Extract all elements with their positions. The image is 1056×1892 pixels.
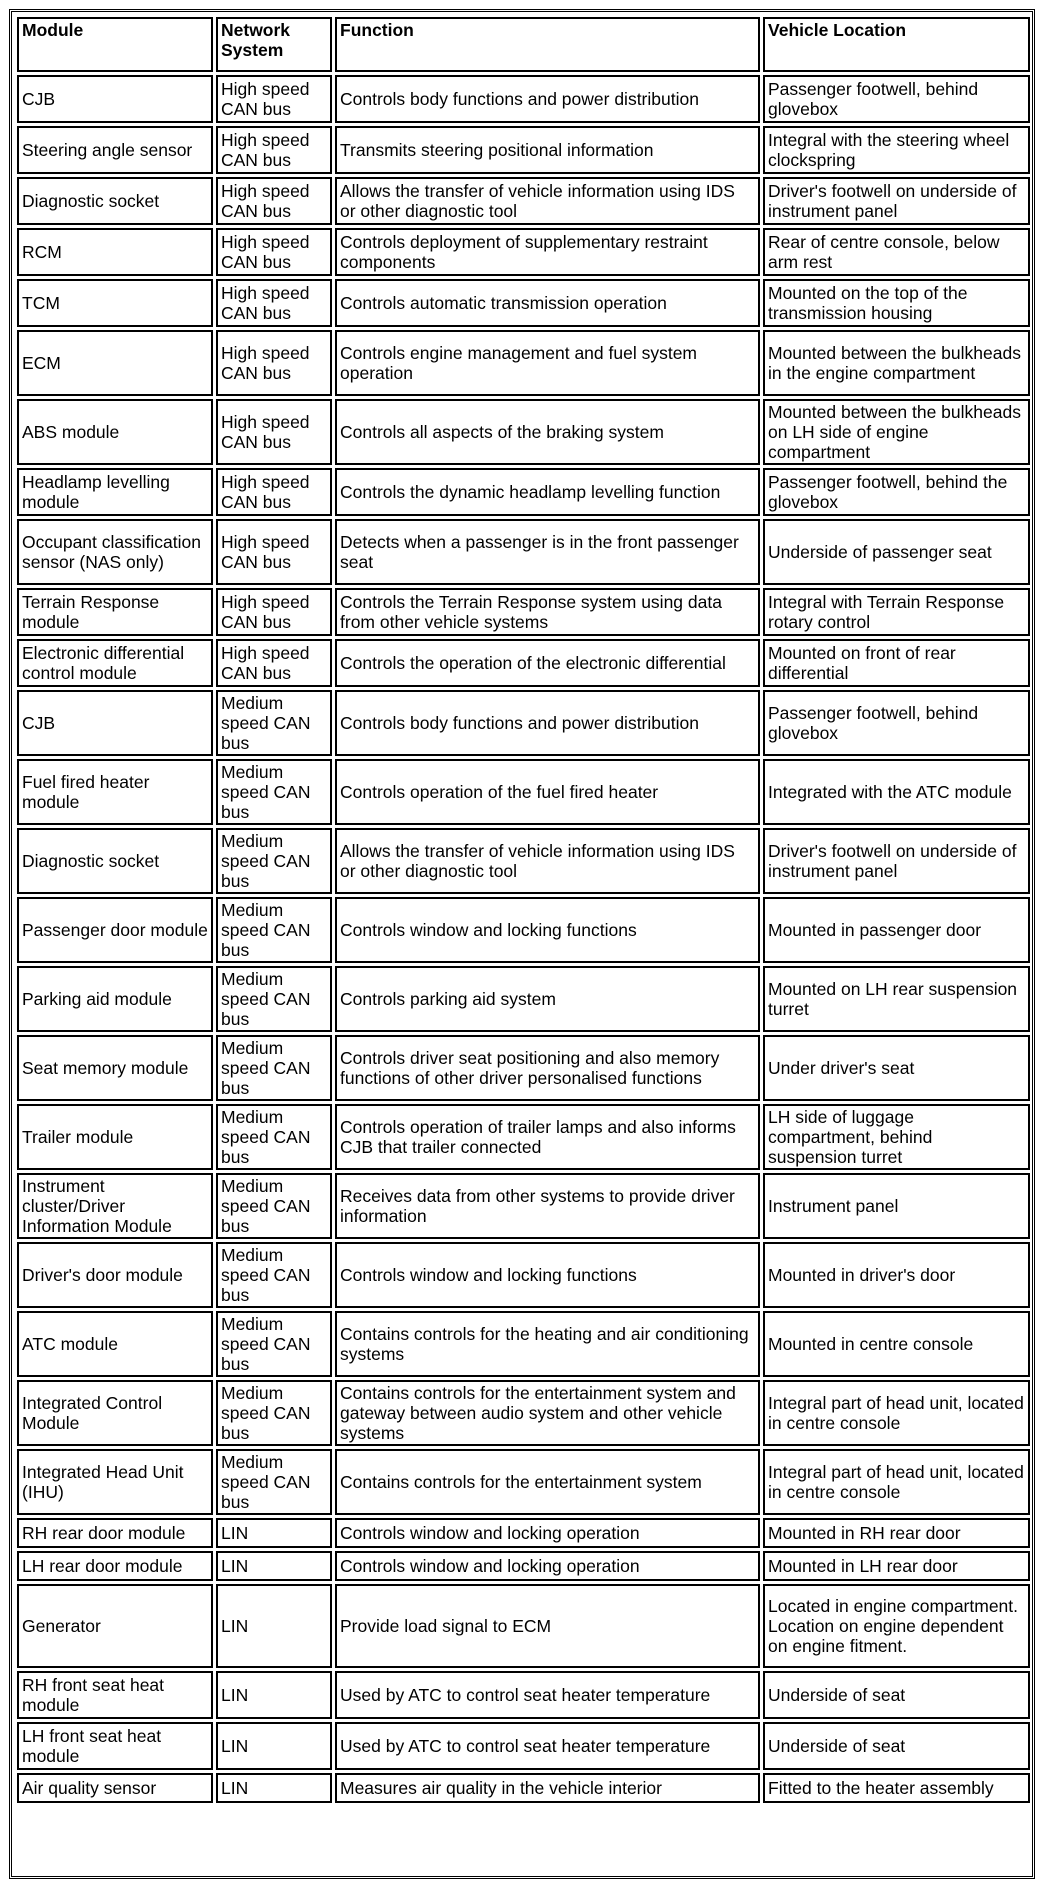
cell-function: Detects when a passenger is in the front passenger seat [335,519,760,585]
cell-module: Driver's door module [17,1242,213,1308]
cell-function: Controls the dynamic headlamp levelling function [335,468,760,516]
cell-network-system: High speed CAN bus [216,75,332,123]
cell-function: Contains controls for the entertainment system and gateway between audio system and other vehicle systems [335,1380,760,1446]
cell-network-system: High speed CAN bus [216,126,332,174]
table-row [17,588,1030,636]
cell-network-system: Medium speed CAN bus [216,897,332,963]
cell-function: Controls driver seat positioning and also memory functions of other driver personalised functions [335,1035,760,1101]
cell-network-system: LIN [216,1722,332,1770]
cell-module: ECM [17,330,213,396]
cell-network-system: LIN [216,1773,332,1803]
cell-vehicle-location: Integral with Terrain Response rotary control [763,588,1030,636]
cell-vehicle-location: Integrated with the ATC module [763,759,1030,825]
cell-vehicle-location: Driver's footwell on underside of instrument panel [763,828,1030,894]
cell-network-system: High speed CAN bus [216,330,332,396]
cell-module: Passenger door module [17,897,213,963]
cell-module: Electronic differential control module [17,639,213,687]
table-row [17,1035,1030,1101]
cell-function: Controls body functions and power distribution [335,75,760,123]
cell-network-system: High speed CAN bus [216,399,332,465]
cell-module: CJB [17,75,213,123]
cell-module: Generator [17,1584,213,1668]
cell-module: Occupant classification sensor (NAS only) [17,519,213,585]
cell-function: Used by ATC to control seat heater temperature [335,1722,760,1770]
cell-module: RCM [17,228,213,276]
cell-network-system: High speed CAN bus [216,468,332,516]
cell-function: Contains controls for the heating and air conditioning systems [335,1311,760,1377]
cell-function: Transmits steering positional information [335,126,760,174]
table-row [17,639,1030,687]
header-row [17,17,1030,72]
cell-function: Controls window and locking operation [335,1518,760,1548]
cell-function: Receives data from other systems to provide driver information [335,1173,760,1239]
cell-vehicle-location: Mounted between the bulkheads on LH side of engine compartment [763,399,1030,465]
table-row [17,468,1030,516]
cell-network-system: LIN [216,1584,332,1668]
table-row [17,897,1030,963]
cell-network-system: High speed CAN bus [216,177,332,225]
header-module: Module [17,17,213,72]
cell-vehicle-location: Rear of centre console, below arm rest [763,228,1030,276]
cell-function: Allows the transfer of vehicle information using IDS or other diagnostic tool [335,828,760,894]
cell-module: LH front seat heat module [17,1722,213,1770]
table-row [17,1449,1030,1515]
cell-function: Controls automatic transmission operation [335,279,760,327]
cell-vehicle-location: Underside of seat [763,1671,1030,1719]
module-table-frame [9,9,1035,1879]
table-row [17,330,1030,396]
cell-vehicle-location: Mounted on the top of the transmission housing [763,279,1030,327]
cell-module: Air quality sensor [17,1773,213,1803]
cell-vehicle-location: Mounted between the bulkheads in the engine compartment [763,330,1030,396]
cell-function: Controls engine management and fuel system operation [335,330,760,396]
cell-function: Controls the Terrain Response system using data from other vehicle systems [335,588,760,636]
cell-module: Terrain Response module [17,588,213,636]
table-row [17,1242,1030,1308]
table-row [17,399,1030,465]
table-row [17,1584,1030,1668]
cell-network-system: High speed CAN bus [216,279,332,327]
cell-module: Steering angle sensor [17,126,213,174]
table-row [17,828,1030,894]
cell-vehicle-location: Mounted on front of rear differential [763,639,1030,687]
cell-module: Trailer module [17,1104,213,1170]
cell-vehicle-location: LH side of luggage compartment, behind suspension turret [763,1104,1030,1170]
cell-function: Controls the operation of the electronic differential [335,639,760,687]
table-row [17,1671,1030,1719]
cell-module: TCM [17,279,213,327]
cell-vehicle-location: Passenger footwell, behind glovebox [763,690,1030,756]
cell-network-system: Medium speed CAN bus [216,1173,332,1239]
table-row [17,126,1030,174]
table-row [17,1518,1030,1548]
cell-module: ABS module [17,399,213,465]
cell-function: Measures air quality in the vehicle interior [335,1773,760,1803]
cell-module: Integrated Head Unit (IHU) [17,1449,213,1515]
cell-network-system: Medium speed CAN bus [216,828,332,894]
cell-network-system: Medium speed CAN bus [216,1311,332,1377]
cell-function: Controls window and locking operation [335,1551,760,1581]
cell-network-system: LIN [216,1671,332,1719]
cell-network-system: Medium speed CAN bus [216,690,332,756]
cell-function: Controls body functions and power distribution [335,690,760,756]
cell-module: RH front seat heat module [17,1671,213,1719]
cell-network-system: Medium speed CAN bus [216,1035,332,1101]
table-row [17,1104,1030,1170]
cell-module: CJB [17,690,213,756]
cell-module: Instrument cluster/Driver Information Module [17,1173,213,1239]
header-network-system: Network System [216,17,332,72]
table-row [17,1380,1030,1446]
table-row [17,1173,1030,1239]
cell-vehicle-location: Mounted in LH rear door [763,1551,1030,1581]
cell-vehicle-location: Fitted to the heater assembly [763,1773,1030,1803]
cell-function: Controls deployment of supplementary restraint components [335,228,760,276]
table-row [17,1722,1030,1770]
cell-vehicle-location: Integral part of head unit, located in centre console [763,1380,1030,1446]
table-row [17,279,1030,327]
cell-module: RH rear door module [17,1518,213,1548]
network-module-table [14,14,1033,1806]
cell-module: Diagnostic socket [17,828,213,894]
cell-network-system: Medium speed CAN bus [216,966,332,1032]
cell-network-system: High speed CAN bus [216,588,332,636]
cell-function: Controls parking aid system [335,966,760,1032]
table-row [17,177,1030,225]
table-row [17,75,1030,123]
cell-function: Controls operation of the fuel fired heater [335,759,760,825]
cell-function: Used by ATC to control seat heater temperature [335,1671,760,1719]
header-vehicle-location: Vehicle Location [763,17,1030,72]
cell-function: Contains controls for the entertainment system [335,1449,760,1515]
cell-module: Seat memory module [17,1035,213,1101]
cell-vehicle-location: Under driver's seat [763,1035,1030,1101]
cell-network-system: High speed CAN bus [216,639,332,687]
cell-vehicle-location: Instrument panel [763,1173,1030,1239]
cell-vehicle-location: Integral with the steering wheel clockspring [763,126,1030,174]
cell-function: Allows the transfer of vehicle information using IDS or other diagnostic tool [335,177,760,225]
header-function: Function [335,17,760,72]
cell-vehicle-location: Located in engine compartment. Location on engine dependent on engine fitment. [763,1584,1030,1668]
cell-vehicle-location: Mounted in passenger door [763,897,1030,963]
cell-vehicle-location: Integral part of head unit, located in centre console [763,1449,1030,1515]
cell-network-system: LIN [216,1518,332,1548]
table-row [17,966,1030,1032]
cell-vehicle-location: Passenger footwell, behind the glovebox [763,468,1030,516]
cell-function: Controls window and locking functions [335,897,760,963]
cell-vehicle-location: Mounted in driver's door [763,1242,1030,1308]
cell-network-system: High speed CAN bus [216,228,332,276]
cell-network-system: LIN [216,1551,332,1581]
table-row [17,1311,1030,1377]
cell-module: Fuel fired heater module [17,759,213,825]
cell-module: Headlamp levelling module [17,468,213,516]
cell-vehicle-location: Mounted in centre console [763,1311,1030,1377]
table-row [17,759,1030,825]
cell-vehicle-location: Driver's footwell on underside of instrument panel [763,177,1030,225]
cell-function: Controls all aspects of the braking system [335,399,760,465]
table-row [17,1773,1030,1803]
cell-network-system: High speed CAN bus [216,519,332,585]
cell-module: ATC module [17,1311,213,1377]
cell-function: Provide load signal to ECM [335,1584,760,1668]
table-row [17,519,1030,585]
cell-network-system: Medium speed CAN bus [216,1104,332,1170]
cell-function: Controls operation of trailer lamps and also informs CJB that trailer connected [335,1104,760,1170]
cell-function: Controls window and locking functions [335,1242,760,1308]
cell-vehicle-location: Passenger footwell, behind glovebox [763,75,1030,123]
cell-vehicle-location: Mounted on LH rear suspension turret [763,966,1030,1032]
cell-network-system: Medium speed CAN bus [216,759,332,825]
cell-vehicle-location: Mounted in RH rear door [763,1518,1030,1548]
cell-network-system: Medium speed CAN bus [216,1449,332,1515]
cell-network-system: Medium speed CAN bus [216,1242,332,1308]
table-row [17,690,1030,756]
cell-module: Diagnostic socket [17,177,213,225]
cell-module: Integrated Control Module [17,1380,213,1446]
table-row [17,1551,1030,1581]
table-row [17,228,1030,276]
cell-network-system: Medium speed CAN bus [216,1380,332,1446]
cell-vehicle-location: Underside of passenger seat [763,519,1030,585]
cell-module: LH rear door module [17,1551,213,1581]
cell-vehicle-location: Underside of seat [763,1722,1030,1770]
cell-module: Parking aid module [17,966,213,1032]
